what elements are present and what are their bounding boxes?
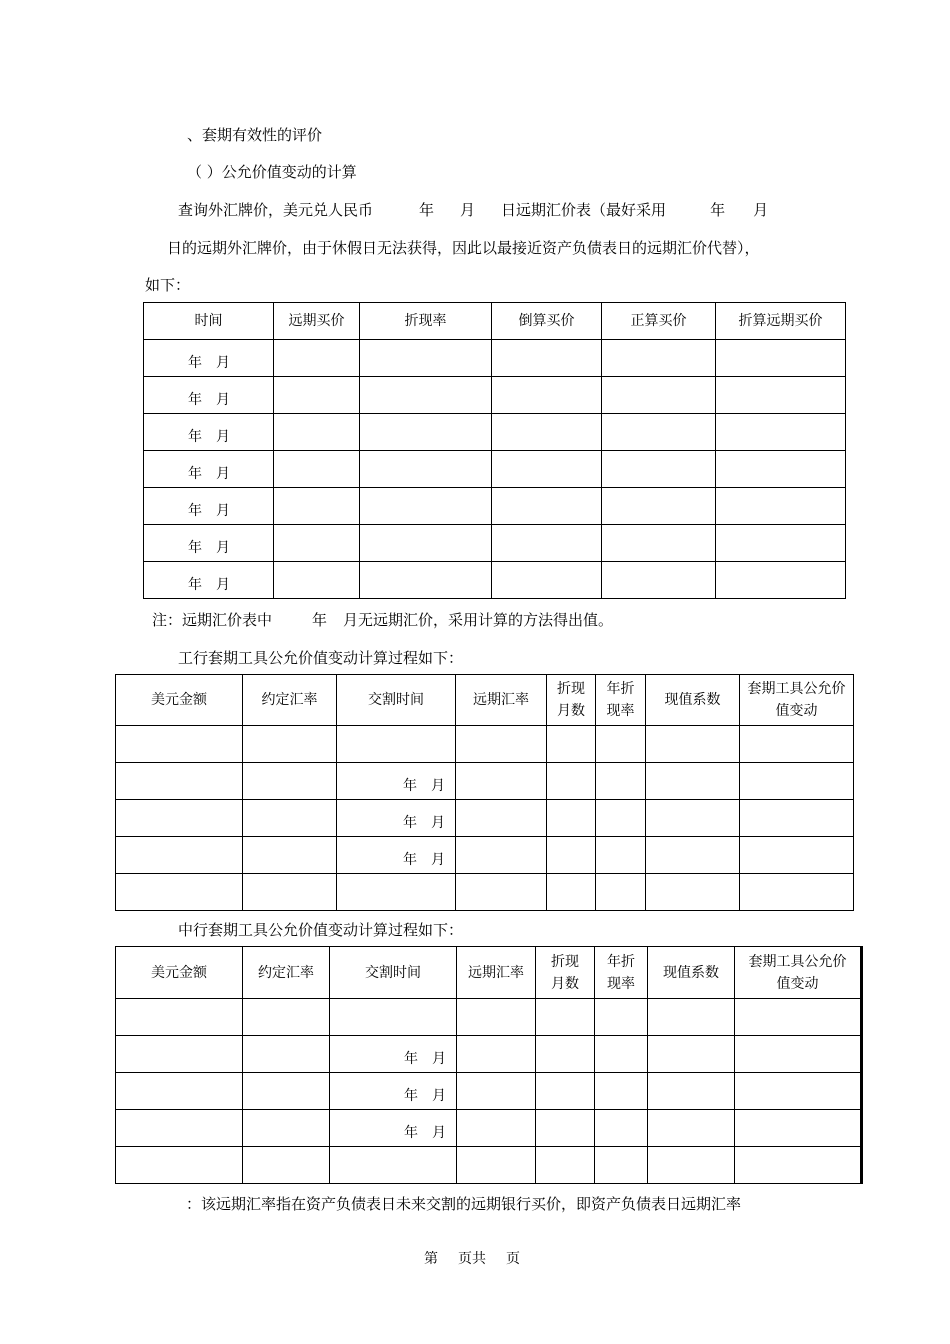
settlement-time-cell: 年 月 — [330, 1110, 457, 1147]
settlement-time-cell: 年 月 — [330, 1073, 457, 1110]
header-cell: 远期汇率 — [457, 947, 536, 999]
boc-hedge-table — [115, 946, 863, 1184]
paragraph-line-1 — [178, 199, 768, 220]
header-cell: 套期工具公允价值变动 — [740, 675, 854, 726]
header-cell: 套期工具公允价值变动 — [735, 947, 862, 999]
header-cell: 远期买价 — [274, 303, 360, 340]
section-title: 、套期有效性的评价 — [187, 126, 323, 144]
table-row — [144, 525, 846, 562]
header-cell: 时间 — [144, 303, 274, 340]
header-cell: 折算远期买价 — [716, 303, 846, 340]
note-year: 年 — [312, 611, 328, 629]
footer-prefix: 第 — [424, 1251, 438, 1267]
table-row — [116, 999, 862, 1036]
header-cell: 折现月数 — [536, 947, 595, 999]
table-row — [116, 800, 854, 837]
table-header-row — [116, 675, 854, 726]
header-cell: 现值系数 — [646, 675, 740, 726]
table-row — [144, 377, 846, 414]
header-cell: 约定汇率 — [243, 947, 330, 999]
para1-year2: 年 — [710, 201, 726, 219]
table-row — [116, 1110, 862, 1147]
header-cell: 年折现率 — [596, 675, 646, 726]
forward-rate-table — [143, 302, 846, 599]
time-cell: 年 月 — [144, 488, 274, 525]
time-cell: 年 月 — [144, 340, 274, 377]
table-header-row — [144, 303, 846, 340]
header-cell: 年折现率 — [595, 947, 648, 999]
header-cell: 美元金额 — [116, 675, 243, 726]
table-row — [116, 726, 854, 763]
paragraph-line-3: 如下： — [145, 276, 191, 294]
table-row — [144, 562, 846, 599]
icbc-caption: 工行套期工具公允价值变动计算过程如下： — [178, 649, 464, 667]
footer-mid: 页共 — [458, 1251, 486, 1267]
table-row — [144, 340, 846, 377]
header-cell: 美元金额 — [116, 947, 243, 999]
para1-part2: 日远期汇价表（最好采用 — [501, 201, 667, 219]
header-cell: 现值系数 — [648, 947, 735, 999]
note-line — [152, 609, 613, 630]
para1-part1: 查询外汇牌价，美元兑人民币 — [178, 201, 374, 219]
note-part2: 月无远期汇价，采用计算的方法得出值。 — [343, 611, 614, 629]
page-footer — [424, 1248, 520, 1268]
time-cell: 年 月 — [144, 414, 274, 451]
header-cell: 折现月数 — [547, 675, 596, 726]
settlement-time-cell: 年 月 — [337, 763, 456, 800]
footnote: ：该远期汇率指在资产负债表日未来交割的远期银行买价，即资产负债表日远期汇率 — [186, 1195, 742, 1213]
table-row — [116, 837, 854, 874]
table-header-row — [116, 947, 862, 999]
time-cell: 年 月 — [144, 451, 274, 488]
table-row — [116, 1036, 862, 1073]
boc-caption: 中行套期工具公允价值变动计算过程如下： — [178, 921, 464, 939]
header-cell: 交割时间 — [337, 675, 456, 726]
table-row — [144, 488, 846, 525]
para1-month1: 月 — [460, 201, 476, 219]
table-row — [144, 451, 846, 488]
table-row — [144, 414, 846, 451]
settlement-time-cell: 年 月 — [337, 837, 456, 874]
table-row — [116, 1147, 862, 1184]
note-part1: 注：远期汇价表中 — [152, 611, 273, 629]
table-row — [116, 763, 854, 800]
header-cell: 正算买价 — [602, 303, 716, 340]
time-cell: 年 月 — [144, 525, 274, 562]
para1-year1: 年 — [419, 201, 435, 219]
icbc-hedge-table — [115, 674, 854, 911]
table-row — [116, 874, 854, 911]
para1-month2: 月 — [753, 201, 769, 219]
settlement-time-cell: 年 月 — [337, 800, 456, 837]
header-cell: 约定汇率 — [243, 675, 337, 726]
settlement-time-cell: 年 月 — [330, 1036, 457, 1073]
header-cell: 交割时间 — [330, 947, 457, 999]
time-cell: 年 月 — [144, 377, 274, 414]
header-cell: 远期汇率 — [456, 675, 547, 726]
header-cell: 倒算买价 — [492, 303, 602, 340]
subsection-title: （ ）公允价值变动的计算 — [187, 163, 357, 181]
table-row — [116, 1073, 862, 1110]
footer-suffix: 页 — [506, 1251, 520, 1267]
paragraph-line-2: 日的远期外汇牌价，由于休假日无法获得，因此以最接近资产负债表日的远期汇价代替）， — [167, 239, 760, 257]
time-cell: 年 月 — [144, 562, 274, 599]
header-cell: 折现率 — [360, 303, 492, 340]
